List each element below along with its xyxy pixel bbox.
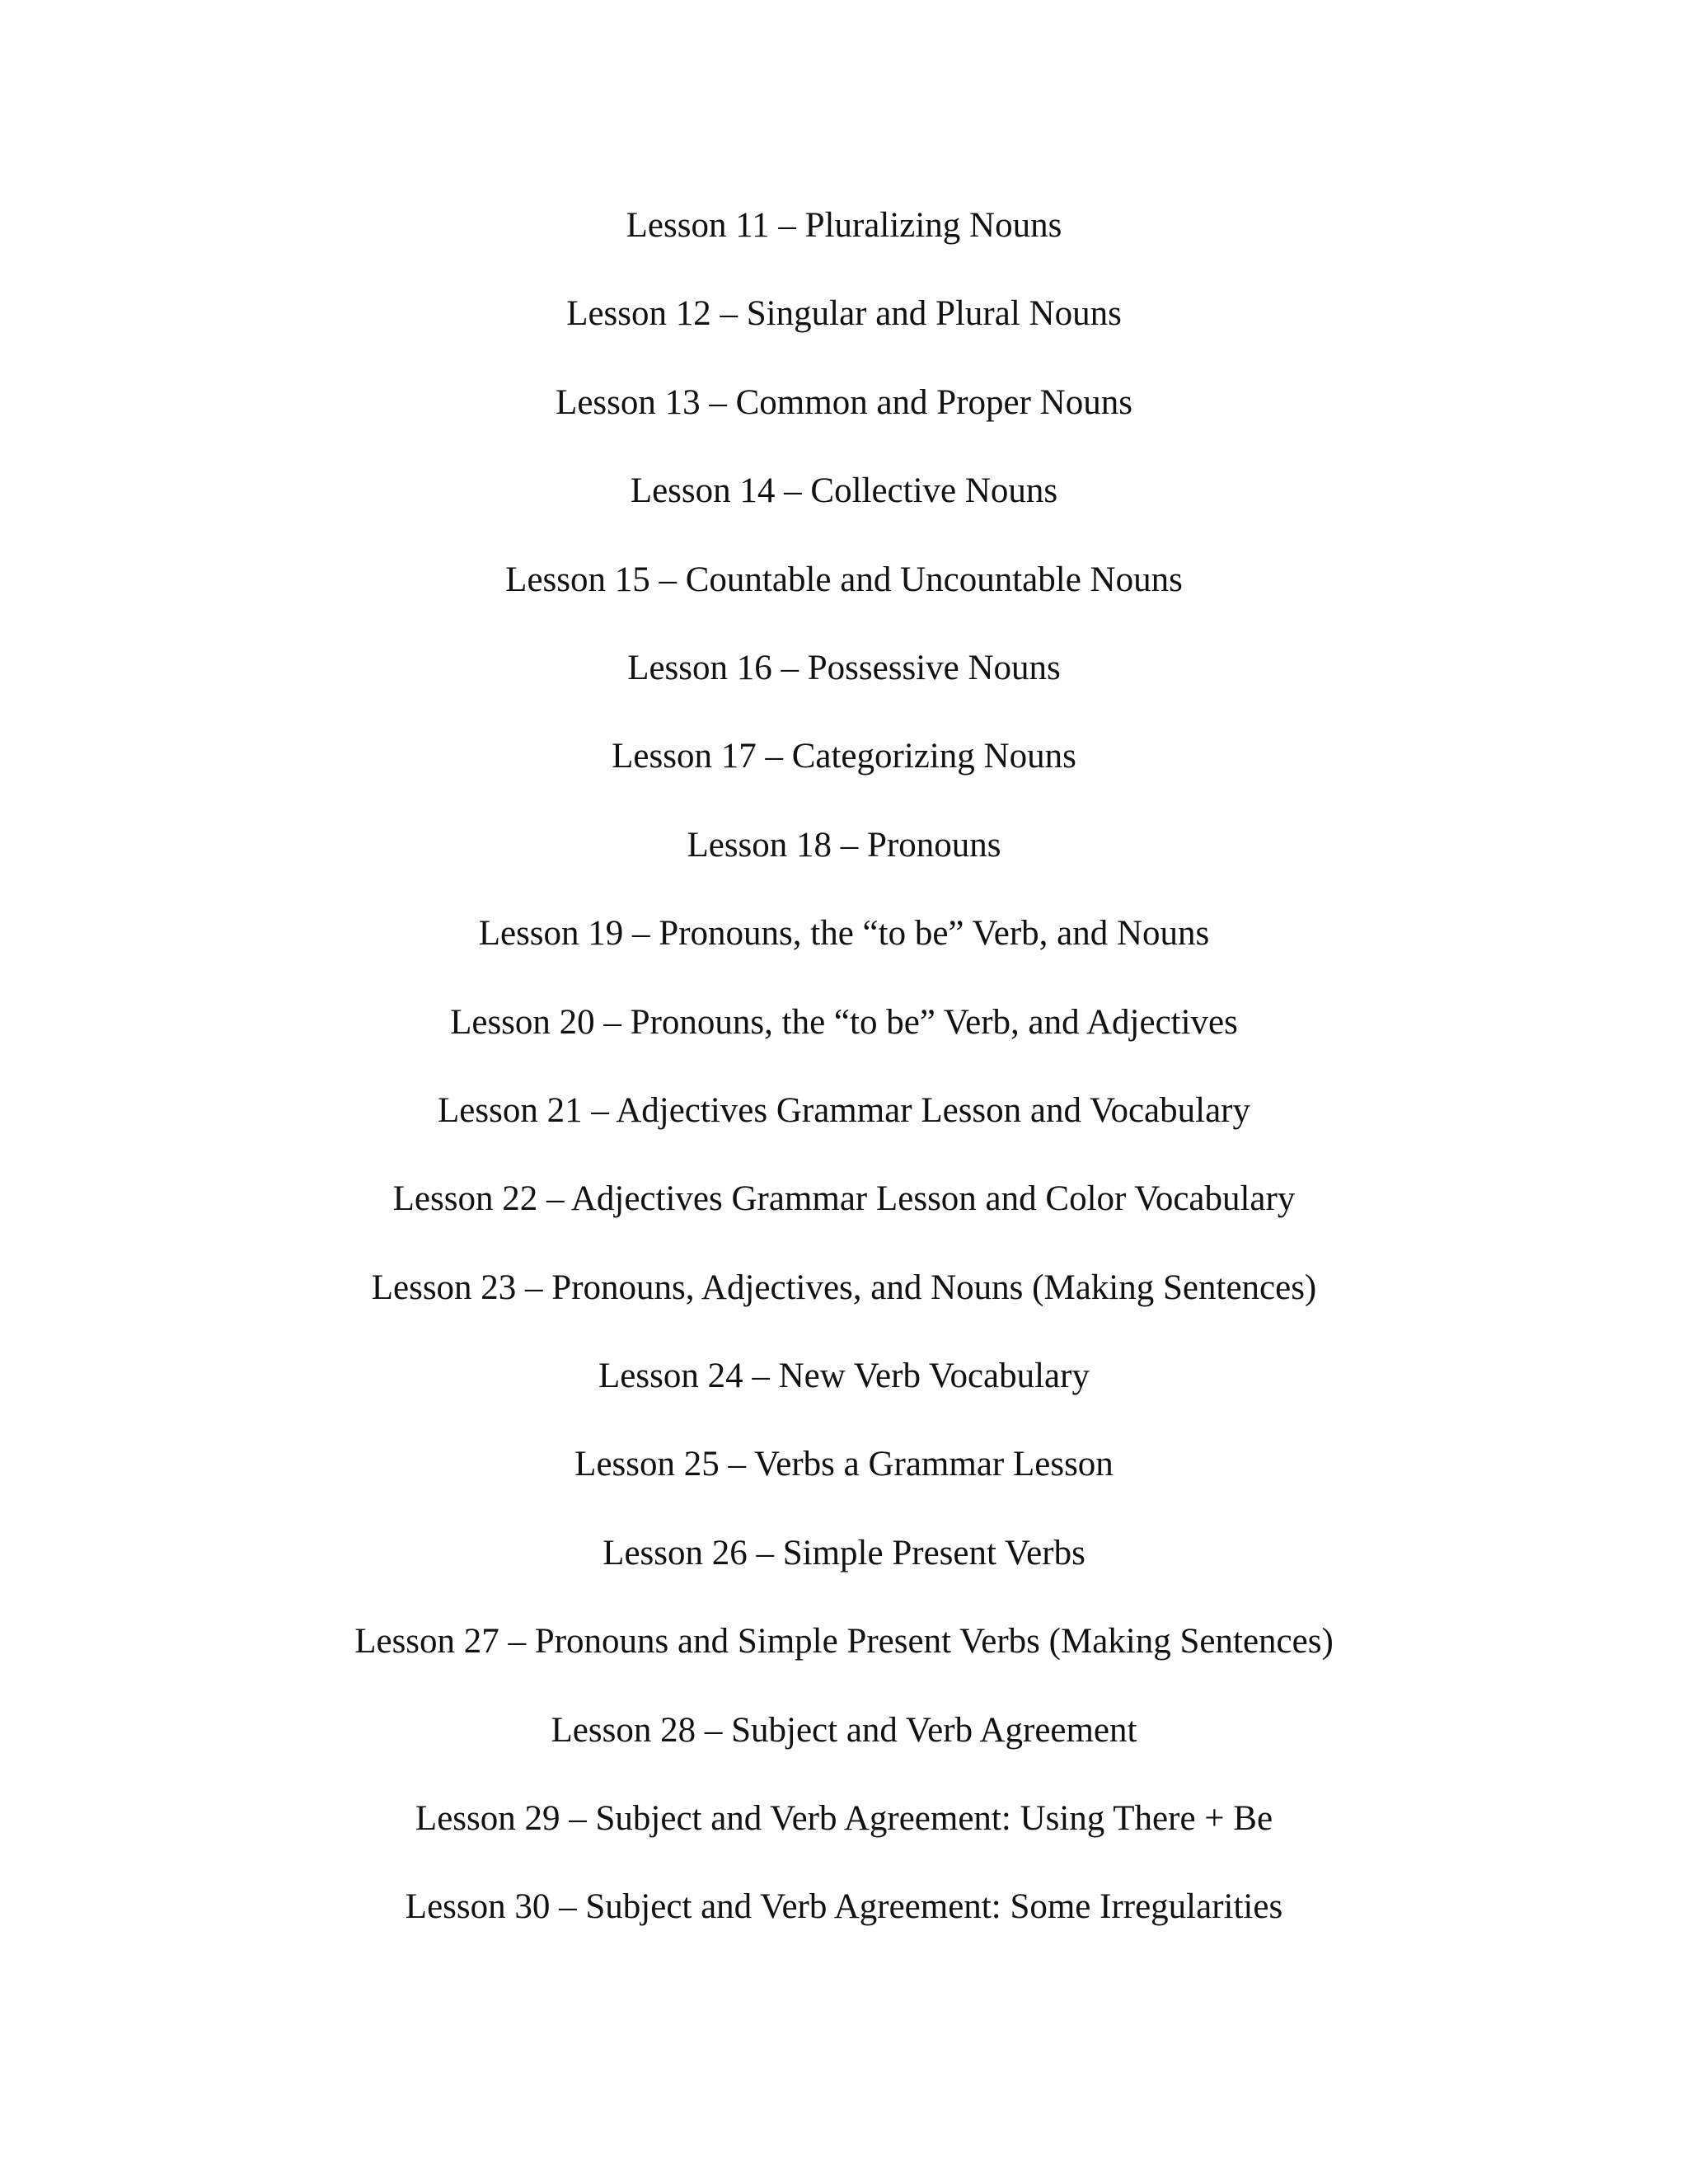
lesson-entry-27: Lesson 27 – Pronouns and Simple Present Verbs (Making Sentences): [354, 1622, 1334, 1661]
lesson-entry-24: Lesson 24 – New Verb Vocabulary: [598, 1357, 1090, 1396]
lesson-entry-14: Lesson 14 – Collective Nouns: [630, 471, 1058, 511]
lesson-entry-29: Lesson 29 – Subject and Verb Agreement: Using There + Be: [415, 1799, 1273, 1839]
lesson-entry-26: Lesson 26 – Simple Present Verbs: [603, 1533, 1085, 1572]
lesson-entry-12: Lesson 12 – Singular and Plural Nouns: [566, 294, 1122, 334]
lesson-entry-15: Lesson 15 – Countable and Uncountable Nouns: [505, 560, 1183, 599]
lesson-entry-13: Lesson 13 – Common and Proper Nouns: [556, 382, 1132, 422]
lesson-entry-25: Lesson 25 – Verbs a Grammar Lesson: [574, 1445, 1114, 1484]
lesson-entry-21: Lesson 21 – Adjectives Grammar Lesson and Vocabulary: [438, 1090, 1250, 1130]
lesson-list: [0, 181, 1688, 1952]
lesson-entry-23: Lesson 23 – Pronouns, Adjectives, and Nouns (Making Sentences): [371, 1268, 1317, 1307]
lesson-entry-11: Lesson 11 – Pluralizing Nouns: [626, 206, 1062, 245]
lesson-entry-20: Lesson 20 – Pronouns, the “to be” Verb, and Adjectives: [450, 1002, 1238, 1042]
lesson-entry-18: Lesson 18 – Pronouns: [687, 825, 1001, 865]
lesson-entry-17: Lesson 17 – Categorizing Nouns: [612, 737, 1076, 776]
lesson-entry-22: Lesson 22 – Adjectives Grammar Lesson and Color Vocabulary: [392, 1179, 1296, 1219]
lesson-entry-19: Lesson 19 – Pronouns, the “to be” Verb, and Nouns: [478, 914, 1210, 954]
lesson-entry-16: Lesson 16 – Possessive Nouns: [627, 648, 1061, 687]
lesson-entry-28: Lesson 28 – Subject and Verb Agreement: [551, 1710, 1137, 1750]
lesson-entry-30: Lesson 30 – Subject and Verb Agreement: Some Irregularities: [405, 1887, 1283, 1927]
